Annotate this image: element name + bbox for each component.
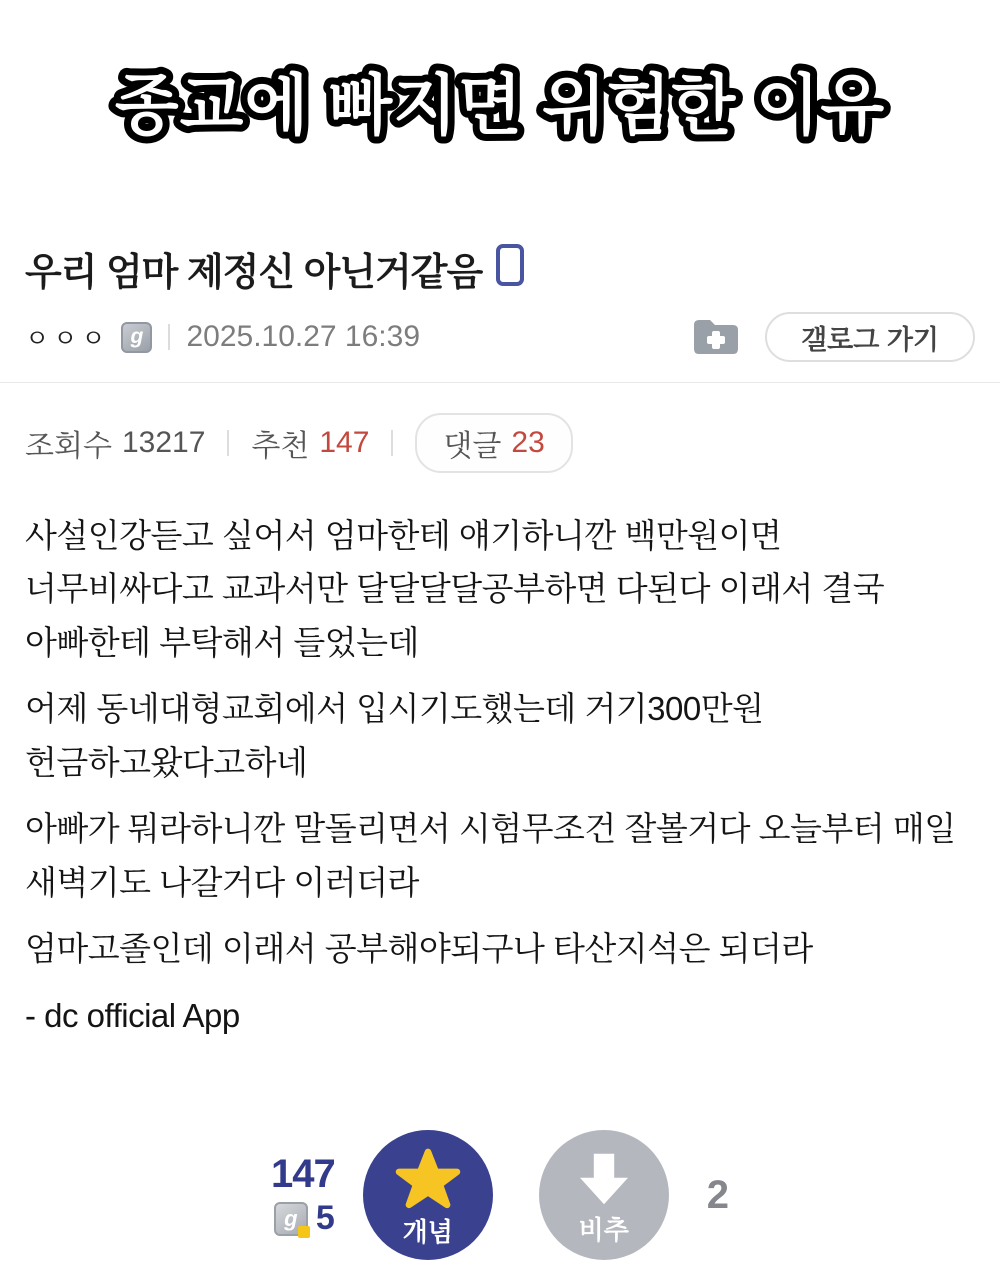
- mobile-phone-icon: [496, 244, 524, 296]
- star-icon: [395, 1148, 461, 1210]
- post-header: [0, 241, 1000, 362]
- post-title: [25, 241, 975, 296]
- downvote-total: 2: [706, 1172, 729, 1217]
- upvote-count-value: 147: [319, 426, 370, 459]
- upvote-total: 147: [271, 1152, 335, 1197]
- down-arrow-icon: [574, 1150, 634, 1208]
- gallog-upvote-count: 5: [315, 1199, 335, 1238]
- upvote-button[interactable]: [363, 1130, 493, 1260]
- upvote-count: [251, 421, 369, 465]
- vote-section: [0, 1130, 1000, 1260]
- meme-title-svg: [0, 38, 1000, 160]
- meta-divider: [168, 324, 170, 350]
- meme-title-text: 종교에 빠지면 위험한 이유: [114, 68, 886, 142]
- post-date: 2025.10.27 16:39: [186, 320, 421, 353]
- header-divider: [0, 382, 1000, 383]
- meme-title: [0, 38, 1000, 165]
- add-to-folder-button[interactable]: [691, 317, 741, 357]
- view-count-value: 13217: [121, 426, 206, 459]
- post-body: [0, 509, 1000, 1042]
- author-nickname[interactable]: ㅇㅇㅇ: [25, 325, 110, 353]
- view-count: [25, 421, 205, 465]
- post-title-text: 우리 엄마 제정신 아닌거같음: [25, 252, 483, 294]
- header-actions: [691, 312, 975, 362]
- upvote-counts: [271, 1152, 335, 1238]
- post-page: [0, 38, 1000, 1288]
- gallog-badge-icon[interactable]: g: [121, 322, 152, 353]
- author-meta: [25, 319, 420, 355]
- upvote-label: 개념: [402, 1216, 453, 1247]
- downvote-label: 비추: [578, 1214, 629, 1245]
- upvote-count-label: 추천: [251, 430, 310, 463]
- stats-row: [0, 413, 1000, 473]
- body-paragraph: 사설인강듣고 싶어서 엄마한테 얘기하니깐 백만원이면 너무비싸다고 교과서만 달달달달공부하면 다된다 이래서 결국 아빠한테 부탁해서 들었는데: [25, 517, 885, 661]
- post-meta-row: [25, 312, 975, 362]
- app-signature: - dc official App: [25, 996, 240, 1034]
- view-count-label: 조회수: [25, 430, 112, 463]
- downvote-button[interactable]: [539, 1130, 669, 1260]
- folder-plus-icon: [691, 317, 741, 357]
- comments-button[interactable]: [415, 413, 572, 473]
- comments-label: 댓글: [443, 430, 502, 463]
- body-paragraph: 엄마고졸인데 이래서 공부해야되구나 타산지석은 되더라: [25, 930, 813, 968]
- stat-divider: [391, 430, 393, 456]
- gallog-link-button[interactable]: 갤로그 가기: [765, 312, 975, 362]
- stat-divider: [227, 430, 229, 456]
- body-paragraph: 아빠가 뭐라하니깐 말돌리면서 시험무조건 잘볼거다 오늘부터 매일 새벽기도 나갈거다 이러더라: [25, 810, 956, 901]
- comments-count-value: 23: [511, 426, 545, 459]
- gallog-vote-icon: g: [274, 1202, 308, 1236]
- gallog-upvote-row: [271, 1199, 335, 1238]
- body-paragraph: 어제 동네대형교회에서 입시기도했는데 거기300만원 헌금하고왔다고하네: [25, 690, 764, 781]
